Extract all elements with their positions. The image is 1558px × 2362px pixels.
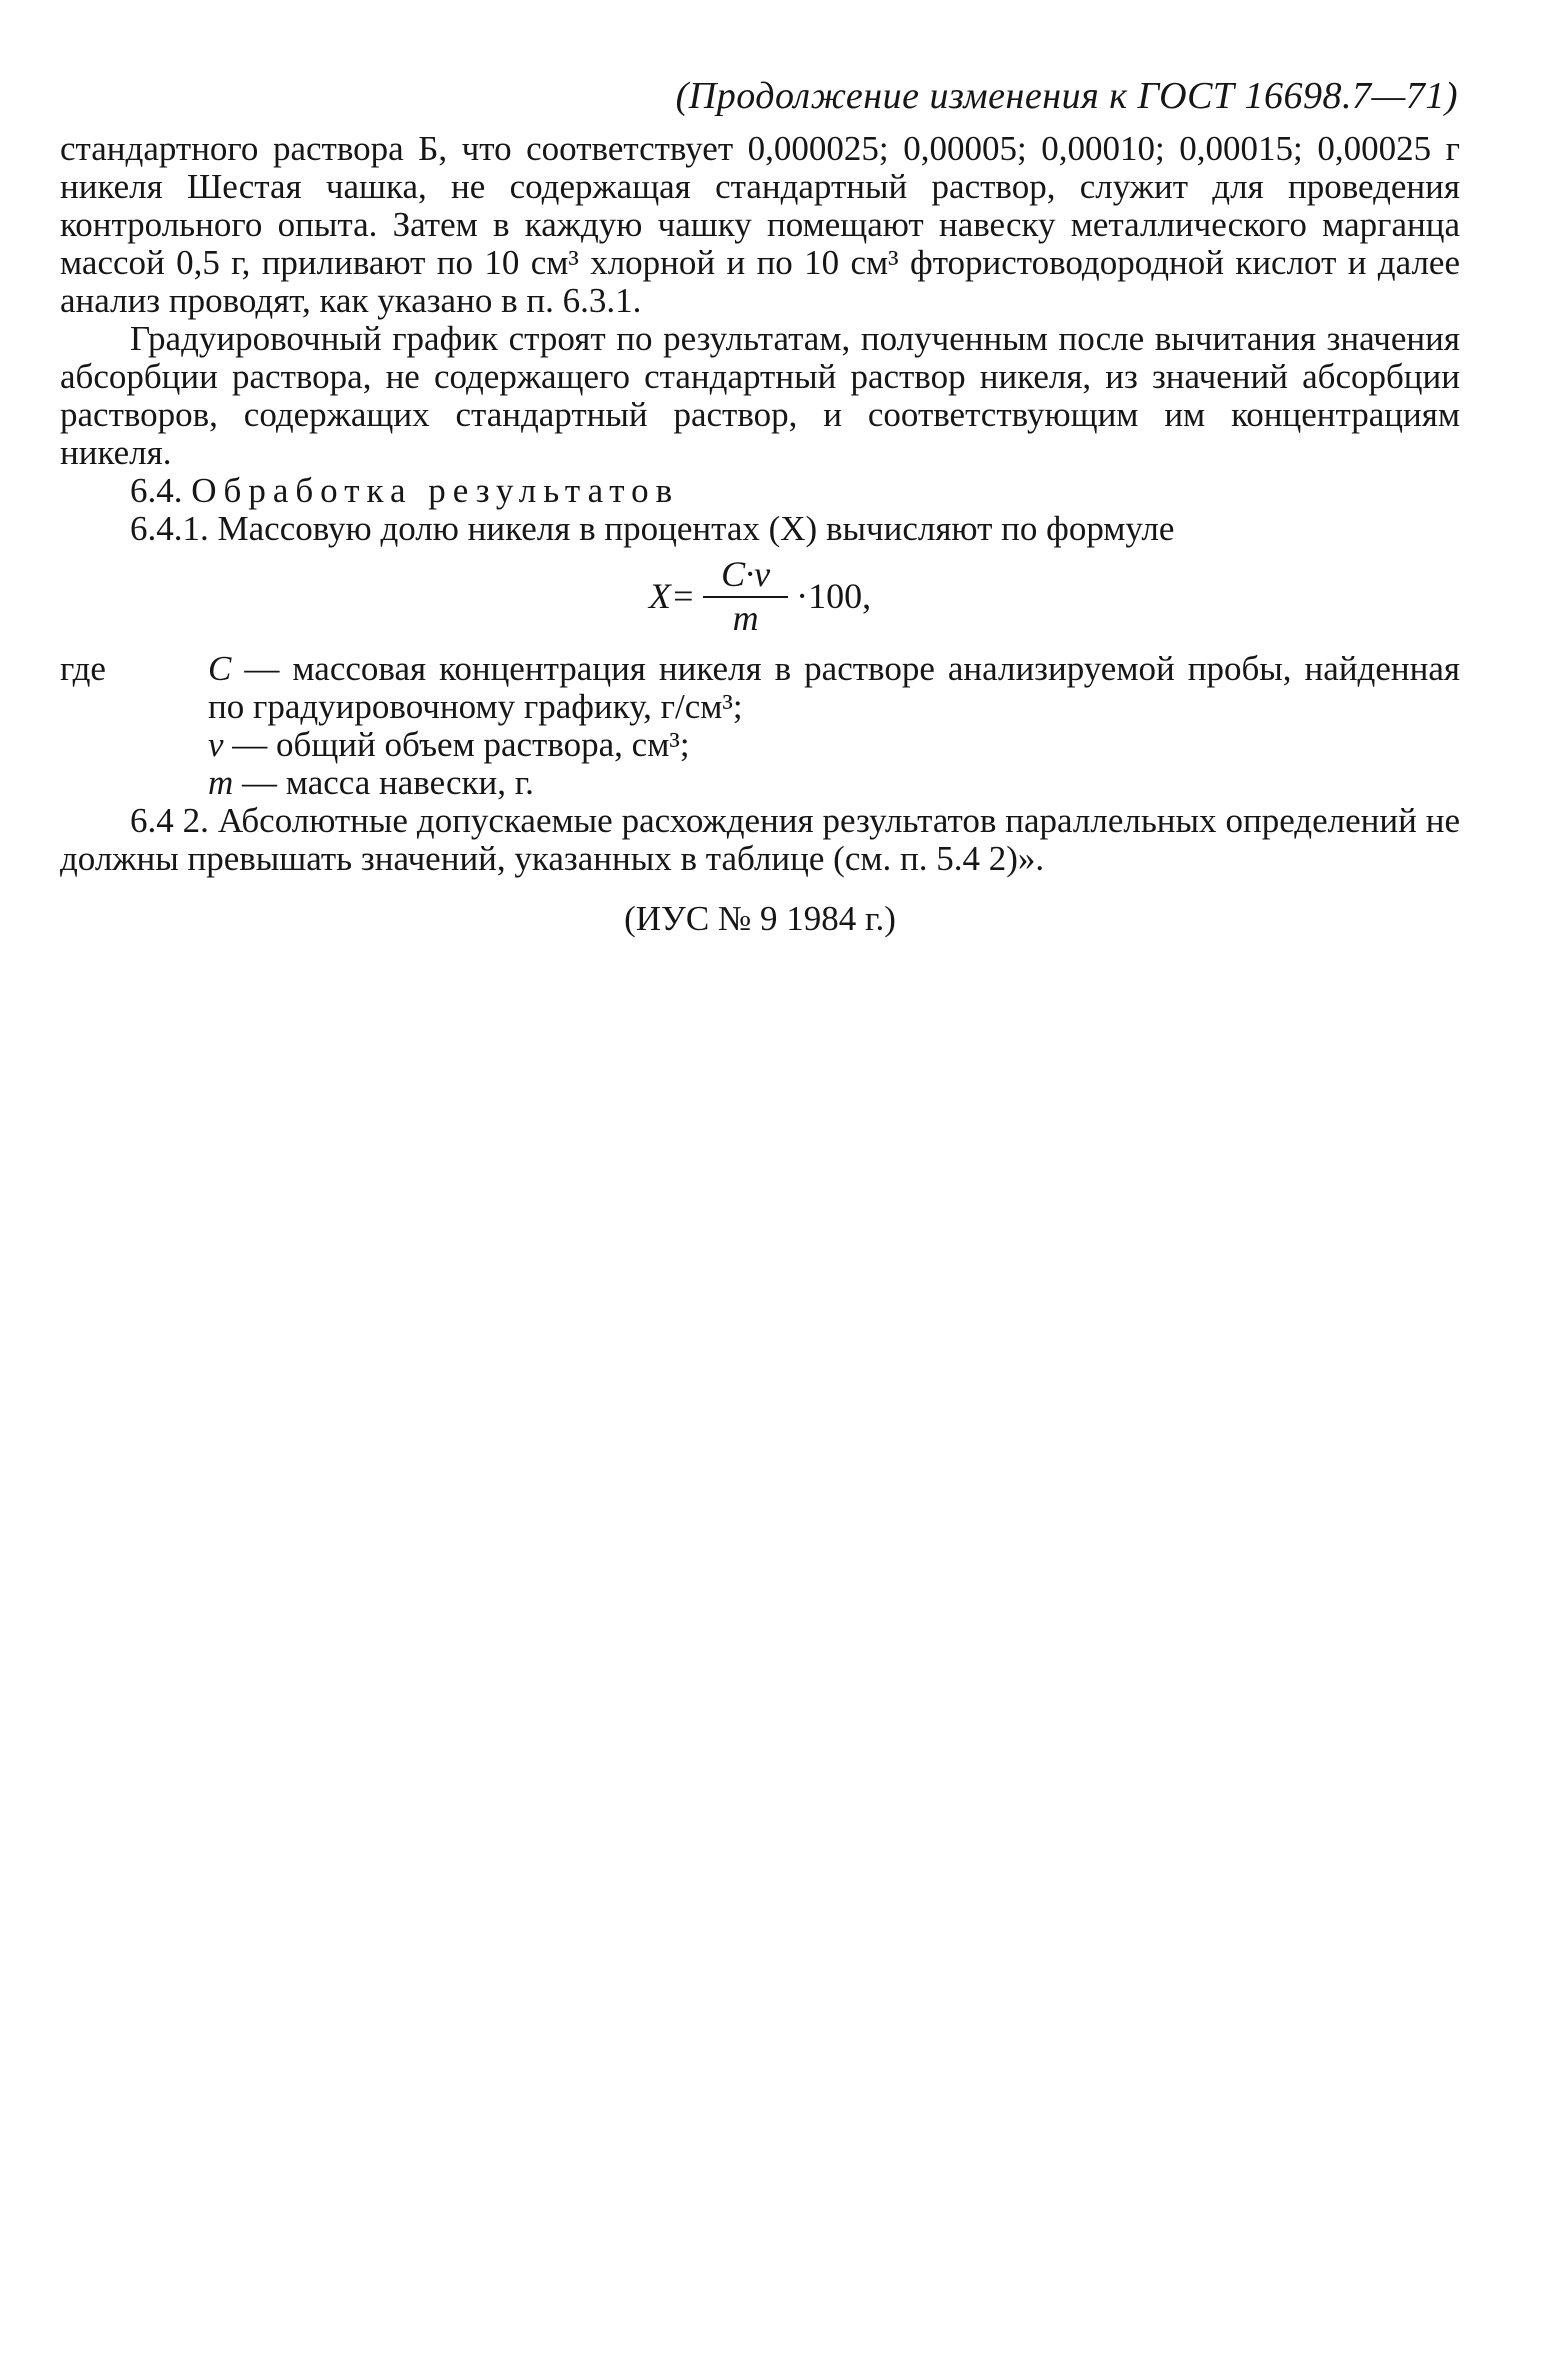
paragraph-discrepancies: 6.4 2. Абсолютные допускаемые расхождения результатов параллельных определений не должны превышать значений, указанных в таблице (см. п. 5.4 2)». bbox=[60, 801, 1460, 878]
footer-reference: (ИУС № 9 1984 г.) bbox=[624, 899, 896, 938]
definition-text: — массовая концентрация никеля в растворе анализируемой пробы, найденная по градуировочному графику, г/см³; bbox=[208, 649, 1460, 726]
section-heading bbox=[60, 472, 1460, 510]
section-number: 6.4. bbox=[130, 471, 183, 510]
definition-symbol: m bbox=[208, 763, 234, 802]
definition-text: — общий объем раствора, см³; bbox=[223, 725, 690, 764]
definition-symbol: C bbox=[208, 649, 232, 688]
definitions-list bbox=[208, 650, 1460, 802]
formula-fraction bbox=[703, 554, 788, 638]
formula bbox=[60, 550, 1460, 642]
definition-item bbox=[208, 764, 1460, 802]
where-label: где bbox=[60, 649, 106, 688]
page-header: (Продолжение изменения к ГОСТ 16698.7—71) bbox=[675, 75, 1458, 117]
definition-symbol: v bbox=[208, 725, 224, 764]
section-title: Обработка результатов bbox=[191, 471, 680, 510]
formula-tail: ·100, bbox=[796, 576, 872, 616]
definitions-block bbox=[60, 650, 1460, 802]
document-body bbox=[60, 130, 1460, 938]
paragraph-calibration-graph: Градуировочный график строят по результатам, полученным после вычитания значения абсорбции раствора, не содержащего стандартный раствор никеля, из значений абсорбции растворов, содержащих стандартный раствор, и соответствующим им концентрациям никеля. bbox=[60, 319, 1460, 472]
definition-item bbox=[208, 726, 1460, 764]
formula-numerator: C·v bbox=[703, 554, 788, 598]
definition-text: — масса навески, г. bbox=[233, 763, 534, 802]
formula-denominator: m bbox=[732, 598, 759, 638]
formula-lhs: X= bbox=[648, 576, 696, 616]
paragraph-standard-solution: стандартного раствора Б, что соответствует 0,000025; 0,00005; 0,00010; 0,00015; 0,00025 г никеля Шестая чашка, не содержащая стандартный раствор, служит для проведения контрольного опыта. Затем в каждую чашку помещают навеску металлического марганца массой 0,5 г, приливают по 10 см³ хлорной и по 10 см³ фтористоводородной кислот и далее анализ проводят, как указано в п. 6.3.1. bbox=[60, 129, 1460, 320]
definition-item bbox=[208, 650, 1460, 726]
paragraph-formula-intro: 6.4.1. Массовую долю никеля в процентах (X) вычисляют по формуле bbox=[130, 509, 1175, 548]
